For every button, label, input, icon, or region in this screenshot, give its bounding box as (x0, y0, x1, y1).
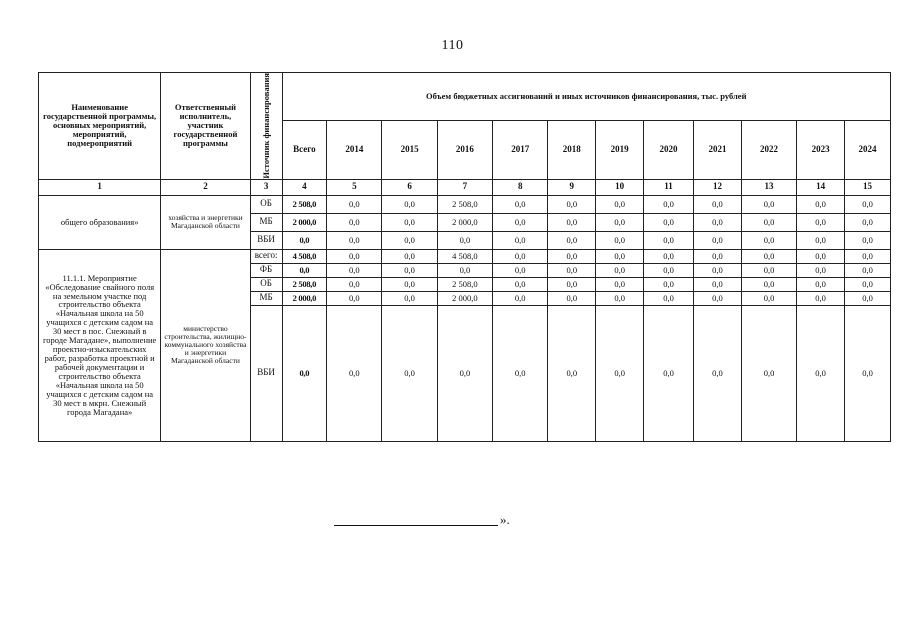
value-cell: 0,0 (644, 291, 694, 305)
value-cell: 0,0 (845, 277, 891, 291)
value-cell: 0,0 (596, 213, 644, 231)
executor-cell: министерство строительства, жилищно-коммунального хозяйства и энергетики Магаданской области (161, 249, 250, 441)
header-year: 2015 (382, 120, 437, 179)
value-cell: 0,0 (382, 263, 437, 277)
column-number: 15 (845, 179, 891, 195)
header-year: 2021 (694, 120, 742, 179)
value-cell: 0,0 (694, 249, 742, 263)
value-cell: 0,0 (797, 231, 845, 249)
value-cell: 0,0 (694, 195, 742, 213)
value-cell: 0,0 (548, 277, 596, 291)
value-cell: 0,0 (327, 231, 382, 249)
value-cell: 0,0 (493, 213, 548, 231)
value-cell: 0,0 (327, 291, 382, 305)
value-cell: 0,0 (382, 195, 437, 213)
value-cell: 0,0 (493, 263, 548, 277)
value-cell: 0,0 (596, 277, 644, 291)
value-cell: 0,0 (327, 305, 382, 441)
value-cell: 0,0 (741, 291, 796, 305)
header-col-name: Наименование государственной программы, основных мероприятий, мероприятий, подмероприятий (39, 73, 161, 180)
value-cell: 0,0 (382, 231, 437, 249)
value-cell: 0,0 (548, 263, 596, 277)
value-cell: 0,0 (741, 231, 796, 249)
value-cell: 0,0 (382, 249, 437, 263)
value-cell: 0,0 (845, 249, 891, 263)
source-cell: ВБИ (250, 231, 282, 249)
value-cell: 0,0 (644, 231, 694, 249)
value-cell: 0,0 (741, 213, 796, 231)
table-row (39, 195, 891, 213)
header-row-top (39, 73, 891, 121)
value-cell: 0,0 (382, 277, 437, 291)
header-year: 2016 (437, 120, 492, 179)
value-cell: 4 508,0 (437, 249, 492, 263)
value-cell: 2 000,0 (437, 291, 492, 305)
column-number: 10 (596, 179, 644, 195)
value-cell: 0,0 (493, 291, 548, 305)
value-cell: 0,0 (382, 291, 437, 305)
program-name-cell: 11.1.1. Мероприятие «Обследование свайного поля на земельном участке под строительство объекта «Начальная школа на 50 учащихся с детским садом на 30 мест в пос. Снежный в городе Магадане», выполнение проектно-изыскательских работ, разработка проектной и рабочей документации и строительство объекта «Начальная школа на 50 учащихся с детским садом на 30 мест в мкрн. Снежный города Магадана» (39, 249, 161, 441)
value-cell: 0,0 (797, 277, 845, 291)
value-cell: 0,0 (493, 231, 548, 249)
source-cell: ОБ (250, 195, 282, 213)
value-cell: 0,0 (327, 277, 382, 291)
column-number: 5 (327, 179, 382, 195)
value-cell: 2 000,0 (437, 213, 492, 231)
value-cell: 0,0 (327, 195, 382, 213)
column-number: 7 (437, 179, 492, 195)
value-cell: 0,0 (327, 249, 382, 263)
value-cell: 0,0 (797, 263, 845, 277)
value-cell: 0,0 (327, 263, 382, 277)
header-year: 2020 (644, 120, 694, 179)
value-cell: 0,0 (741, 249, 796, 263)
header-col-source-label: Источник финансирования (260, 73, 271, 179)
value-cell: 0,0 (797, 195, 845, 213)
header-total: Всего (282, 120, 327, 179)
value-cell: 0,0 (694, 291, 742, 305)
column-number: 6 (382, 179, 437, 195)
value-cell: 0,0 (596, 305, 644, 441)
value-cell: 0,0 (694, 263, 742, 277)
source-cell: МБ (250, 291, 282, 305)
value-cell: 0,0 (548, 305, 596, 441)
value-cell: 0,0 (845, 291, 891, 305)
column-number: 2 (161, 179, 250, 195)
page-number: 110 (441, 38, 464, 53)
header-col-source (250, 73, 282, 180)
value-cell: 0,0 (797, 213, 845, 231)
column-number: 13 (741, 179, 796, 195)
budget-table (38, 72, 891, 442)
column-number: 3 (250, 179, 282, 195)
total-cell: 2 000,0 (282, 213, 327, 231)
total-cell: 0,0 (282, 231, 327, 249)
value-cell: 0,0 (845, 213, 891, 231)
header-year: 2014 (327, 120, 382, 179)
column-number: 11 (644, 179, 694, 195)
value-cell: 0,0 (548, 231, 596, 249)
closing-underline (334, 525, 498, 526)
value-cell: 0,0 (493, 277, 548, 291)
value-cell: 0,0 (493, 195, 548, 213)
value-cell: 0,0 (797, 291, 845, 305)
value-cell: 0,0 (845, 231, 891, 249)
total-cell: 0,0 (282, 305, 327, 441)
value-cell: 0,0 (596, 263, 644, 277)
column-number: 12 (694, 179, 742, 195)
value-cell: 0,0 (596, 291, 644, 305)
header-year: 2023 (797, 120, 845, 179)
source-cell: ФБ (250, 263, 282, 277)
value-cell: 0,0 (382, 213, 437, 231)
value-cell: 2 508,0 (437, 195, 492, 213)
value-cell: 0,0 (694, 305, 742, 441)
value-cell: 2 508,0 (437, 277, 492, 291)
value-cell: 0,0 (596, 249, 644, 263)
value-cell: 0,0 (694, 231, 742, 249)
value-cell: 0,0 (644, 305, 694, 441)
column-number: 8 (493, 179, 548, 195)
value-cell: 0,0 (493, 249, 548, 263)
value-cell: 0,0 (797, 249, 845, 263)
value-cell: 0,0 (694, 213, 742, 231)
closing-quote: ». (500, 512, 510, 527)
header-year: 2024 (845, 120, 891, 179)
source-cell: ВБИ (250, 305, 282, 441)
value-cell: 0,0 (644, 277, 694, 291)
value-cell: 0,0 (548, 291, 596, 305)
header-col-volume: Объем бюджетных ассигнований и иных источников финансирования, тыс. рублей (282, 73, 890, 121)
value-cell: 0,0 (548, 195, 596, 213)
value-cell: 0,0 (548, 213, 596, 231)
header-year: 2019 (596, 120, 644, 179)
value-cell: 0,0 (596, 231, 644, 249)
value-cell: 0,0 (493, 305, 548, 441)
value-cell: 0,0 (644, 195, 694, 213)
total-cell: 2 508,0 (282, 277, 327, 291)
total-cell: 0,0 (282, 263, 327, 277)
value-cell: 0,0 (741, 195, 796, 213)
total-cell: 2 508,0 (282, 195, 327, 213)
value-cell: 0,0 (327, 213, 382, 231)
value-cell: 0,0 (382, 305, 437, 441)
total-cell: 2 000,0 (282, 291, 327, 305)
header-year: 2022 (741, 120, 796, 179)
source-cell: МБ (250, 213, 282, 231)
source-cell: всего: (250, 249, 282, 263)
value-cell: 0,0 (741, 263, 796, 277)
value-cell: 0,0 (644, 249, 694, 263)
value-cell: 0,0 (596, 195, 644, 213)
header-year: 2018 (548, 120, 596, 179)
value-cell: 0,0 (741, 277, 796, 291)
program-name-cell: общего образования» (39, 195, 161, 249)
value-cell: 0,0 (548, 249, 596, 263)
column-number: 1 (39, 179, 161, 195)
value-cell: 0,0 (644, 263, 694, 277)
header-year: 2017 (493, 120, 548, 179)
column-number-row (39, 179, 891, 195)
value-cell: 0,0 (845, 305, 891, 441)
header-col-exec: Ответственный исполнитель, участник государственной программы (161, 73, 250, 180)
column-number: 14 (797, 179, 845, 195)
value-cell: 0,0 (437, 305, 492, 441)
table-row (39, 249, 891, 263)
value-cell: 0,0 (694, 277, 742, 291)
total-cell: 4 508,0 (282, 249, 327, 263)
value-cell: 0,0 (845, 263, 891, 277)
column-number: 9 (548, 179, 596, 195)
value-cell: 0,0 (797, 305, 845, 441)
value-cell: 0,0 (437, 231, 492, 249)
closing-mark (334, 510, 534, 530)
value-cell: 0,0 (741, 305, 796, 441)
value-cell: 0,0 (845, 195, 891, 213)
column-number: 4 (282, 179, 327, 195)
executor-cell: хозяйства и энергетики Магаданской области (161, 195, 250, 249)
source-cell: ОБ (250, 277, 282, 291)
value-cell: 0,0 (437, 263, 492, 277)
value-cell: 0,0 (644, 213, 694, 231)
